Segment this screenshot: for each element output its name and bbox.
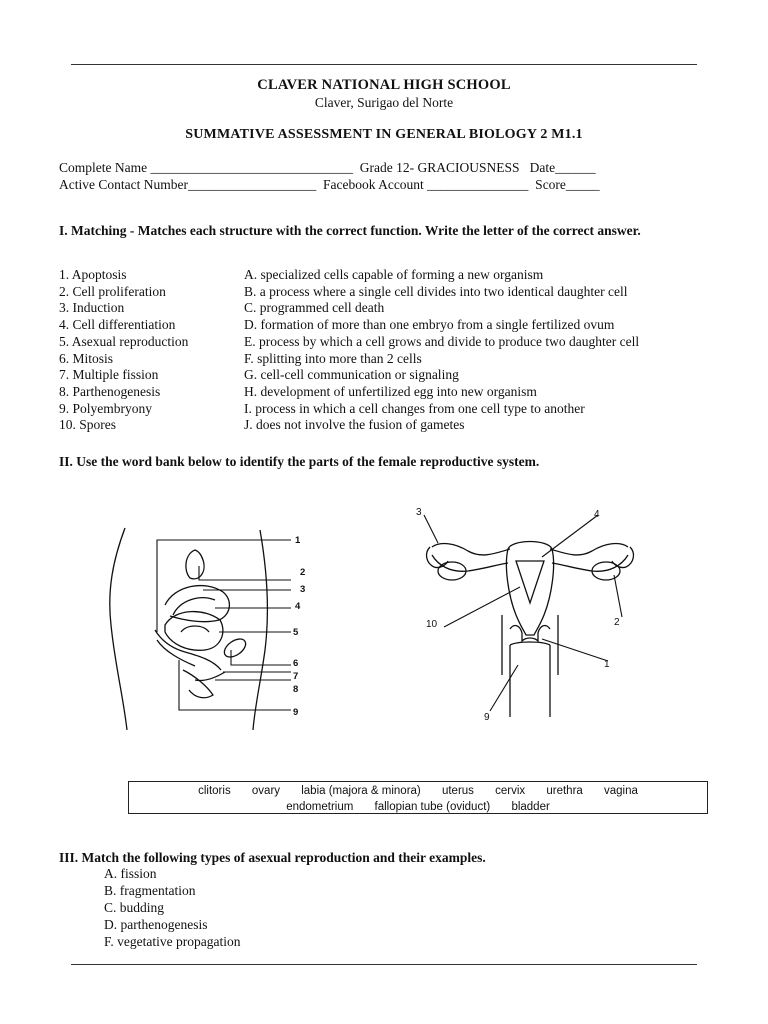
side-label: 2 — [300, 567, 306, 578]
side-label: 9 — [293, 707, 299, 718]
front-label: 1 — [604, 659, 610, 670]
term-item: 7. Multiple fission — [59, 367, 159, 383]
school-address: Claver, Surigao del Norte — [314, 95, 454, 110]
choice-item: H. development of unfertilized egg into new organism — [244, 383, 537, 399]
side-label: 3 — [300, 584, 306, 595]
choice-item: J. does not involve the fusion of gametes — [244, 417, 465, 433]
front-view-diagram — [410, 505, 650, 725]
side-label: 6 — [293, 658, 299, 669]
front-label: 2 — [614, 617, 620, 628]
term-item: 5. Asexual reproduction — [59, 333, 189, 349]
word-bank-row — [129, 799, 707, 815]
term-item: 10. Spores — [59, 417, 116, 433]
word-bank-term: endometrium — [286, 801, 354, 813]
asexual-types-list — [104, 865, 241, 950]
choice-item: A. specialized cells capable of forming a new organism — [244, 267, 544, 282]
section3-heading: III. Match the following types of asexual reproduction and their examples. — [59, 850, 486, 865]
term-item: 9. Polyembryony — [59, 400, 152, 416]
word-bank-term: labia (majora & minora) — [301, 785, 421, 797]
word-bank-term: ovary — [251, 785, 281, 797]
list-item: F. vegetative propagation — [104, 934, 241, 949]
bottom-rule — [71, 964, 697, 965]
word-bank-term: fallopian tube (oviduct) — [374, 801, 491, 813]
school-name: CLAVER NATIONAL HIGH SCHOOL — [257, 77, 511, 93]
terms-list — [59, 267, 188, 434]
section1-heading: I. Matching - Matches each structure with the correct function. Write the letter of the correct answer. — [59, 223, 641, 238]
front-label: 4 — [594, 509, 600, 520]
choice-item: E. process by which a cell grows and divide to produce two daughter cell — [244, 333, 640, 349]
side-label: 5 — [293, 627, 299, 638]
choice-item: C. programmed cell death — [244, 300, 385, 316]
word-bank-row — [129, 783, 707, 799]
word-bank-term: bladder — [511, 801, 550, 813]
term-item: 4. Cell differentiation — [59, 317, 176, 333]
word-bank-term: cervix — [495, 785, 526, 797]
side-label: 4 — [295, 601, 301, 612]
choice-item: B. a process where a single cell divides into two identical daughter cell — [244, 283, 628, 299]
word-bank-term: uterus — [441, 785, 474, 797]
choice-item: F. splitting into more than 2 cells — [244, 350, 422, 366]
term-item: 2. Cell proliferation — [59, 283, 166, 299]
side-label: 8 — [293, 684, 299, 695]
side-view-diagram — [95, 520, 325, 735]
term-item: 8. Parthenogenesis — [59, 383, 161, 399]
word-bank-term: clitoris — [198, 785, 231, 797]
choice-item: D. formation of more than one embryo from a single fertilized ovum — [244, 317, 615, 333]
word-bank — [128, 781, 708, 814]
section2-heading: II. Use the word bank below to identify the parts of the female reproductive system. — [59, 454, 540, 469]
front-label: 10 — [426, 619, 438, 630]
top-rule — [71, 64, 697, 65]
term-item: 6. Mitosis — [59, 350, 114, 366]
info-line-contact[interactable]: Active Contact Number___________________ Facebook Account _______________ Score_____ — [59, 177, 600, 192]
list-item: D. parthenogenesis — [104, 917, 208, 932]
info-line-name[interactable]: Complete Name ______________________________ Grade 12- GRACIOUSNESS Date______ — [59, 160, 596, 175]
front-label: 3 — [416, 507, 422, 518]
side-label: 1 — [295, 535, 301, 546]
choices-list — [244, 267, 639, 434]
term-item: 1. Apoptosis — [59, 267, 127, 282]
side-label: 7 — [293, 671, 299, 682]
word-bank-term: urethra — [546, 785, 583, 797]
term-item: 3. Induction — [59, 300, 125, 316]
choice-item: I. process in which a cell changes from one cell type to another — [244, 400, 585, 416]
list-item: C. budding — [104, 900, 165, 915]
assessment-title: SUMMATIVE ASSESSMENT IN GENERAL BIOLOGY 2 M1.1 — [185, 127, 583, 142]
front-label: 9 — [484, 712, 490, 723]
word-bank-term: vagina — [604, 785, 638, 797]
choice-item: G. cell-cell communication or signaling — [244, 367, 459, 383]
list-item: A. fission — [104, 866, 157, 881]
list-item: B. fragmentation — [104, 883, 196, 898]
